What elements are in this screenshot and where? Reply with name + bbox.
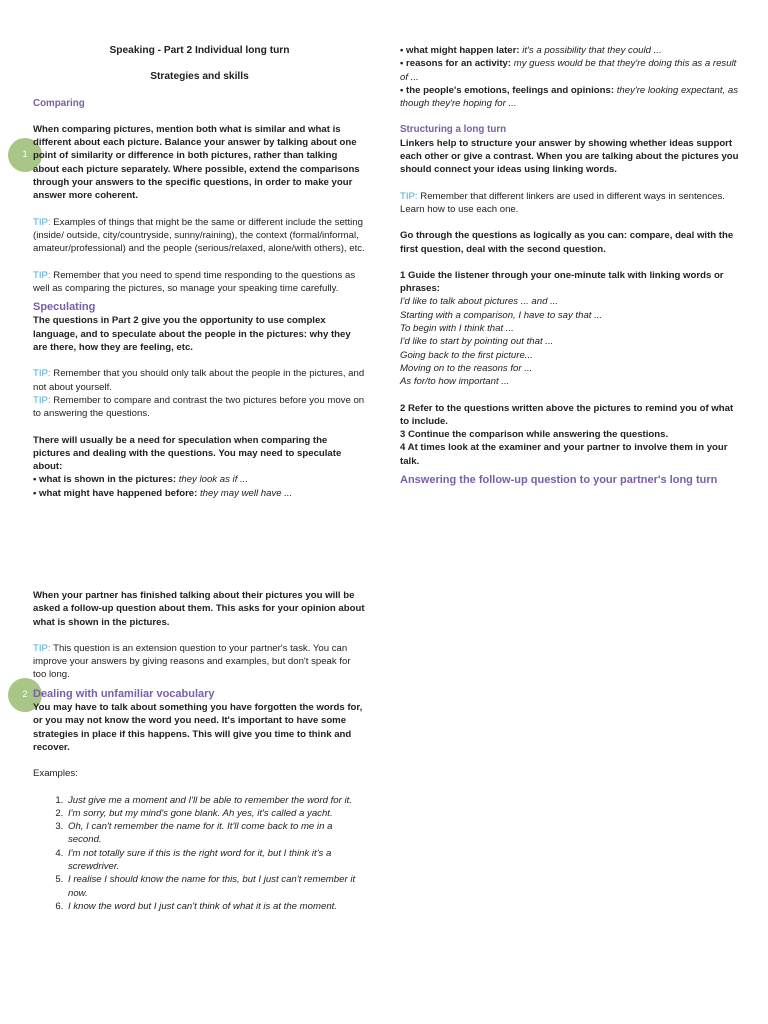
- bullet-bold: • what might happen later:: [400, 45, 520, 56]
- tip-text: Remember that you should only talk about the people in the pictures, and not about yourself.: [33, 368, 365, 393]
- page-subtitle: Strategies and skills: [150, 71, 249, 83]
- example-item: 5. I realise I should know the name for this, but I just can't remember it now.: [66, 873, 366, 900]
- speculating-bullet-2: [33, 487, 366, 500]
- structuring-step-1: 1 Guide the listener through your one-minute talk with linking words or phrases:: [400, 269, 724, 295]
- left-column: [33, 44, 366, 500]
- linking-phrase: To begin with I think that ...: [400, 323, 514, 335]
- bullet-bold: • reasons for an activity:: [400, 58, 512, 70]
- tip-label: TIP:: [400, 190, 418, 202]
- heading-follow-up: Answering the follow-up question to your partner's long turn: [400, 474, 718, 487]
- linking-phrase: Moving on to the reasons for ...: [400, 362, 533, 374]
- tip-label: TIP:: [33, 394, 51, 406]
- speculating-tip-1: [33, 367, 366, 394]
- linking-phrase: Starting with a comparison, I have to say that ...: [400, 309, 603, 321]
- structuring-step-4: 4 At times look at the examiner and your partner to involve them in your talk.: [400, 442, 728, 467]
- speculating-bullet-1: [33, 473, 366, 486]
- marker-number: 2: [22, 689, 28, 700]
- tip-label: TIP:: [33, 642, 51, 654]
- followup-tip: [33, 642, 366, 682]
- comparing-body: When comparing pictures, mention both what is similar and what is different about each picture. Balance your answer by talking about one point of similarity or difference in both pictures, rather than talking about each picture separately. Where possible, extend the comparisons through your answers to the specific questions, in order to make your answer more coherent.: [33, 123, 360, 202]
- example-item: 6. I know the word but I just can't think of what it is at the moment.: [66, 900, 366, 913]
- structuring-tip: [400, 190, 740, 217]
- right-column: [400, 44, 740, 487]
- tip-label: TIP:: [33, 368, 51, 380]
- speculation-bullet: [400, 84, 740, 111]
- speculating-tip-2: [33, 394, 366, 421]
- comparing-tip-1: [33, 216, 366, 256]
- linking-phrase: I'd like to talk about pictures ... and ...: [400, 296, 559, 308]
- bullet-italic: it's a possibility that they could ...: [519, 45, 662, 56]
- vocab-body: You may have to talk about something you have forgotten the words for, or you may not know the word you need. It's important to have some strategies in place if this happens. This will give you time to think and recover.: [33, 702, 363, 753]
- linking-phrase: Going back to the first picture...: [400, 349, 533, 361]
- bullet-italic: my guess would be that they're doing this as a result of ...: [400, 58, 737, 83]
- heading-structuring: Structuring a long turn: [400, 124, 507, 136]
- speculation-bullet: [400, 44, 740, 57]
- heading-comparing: Comparing: [33, 97, 85, 109]
- heading-speculating: Speculating: [33, 301, 96, 314]
- followup-body: When your partner has finished talking about their pictures you will be asked a follow-up question about them. This asks for your opinion about what is shown in the pictures.: [33, 590, 365, 628]
- marker-number: 1: [22, 149, 28, 160]
- bullet-italic: they look as if ...: [176, 474, 249, 486]
- heading-unfamiliar-vocabulary: Dealing with unfamiliar vocabulary: [33, 687, 215, 700]
- tip-text: Examples of things that might be the same or different include the setting (inside/ outside, city/countryside, sunny/raining), the context (formal/informal, amateur/professional) and the people (serious/relaxed, alone/with others), etc.: [33, 216, 365, 255]
- lower-left-column: [33, 589, 366, 913]
- tip-label: TIP:: [33, 216, 51, 228]
- example-item: 2. I'm sorry, but my mind's gone blank. Ah yes, it's called a yacht.: [66, 807, 366, 820]
- linking-phrase: I'd like to start by pointing out that ...: [400, 336, 554, 348]
- tip-label: TIP:: [33, 269, 51, 281]
- bullet-bold: • the people's emotions, feelings and opinions:: [400, 84, 615, 96]
- comparing-tip-2: [33, 269, 366, 296]
- tip-text: Remember that different linkers are used in different ways in sentences. Learn how to use each one.: [400, 190, 725, 215]
- structuring-body-2: Go through the questions as logically as you can: compare, deal with the first question, deal with the second question.: [400, 230, 734, 255]
- bullet-bold: • what is shown in the pictures:: [33, 474, 177, 486]
- speculation-bullet: [400, 57, 740, 84]
- example-item: 4. I'm not totally sure if this is the right word for it, but I think it's a screwdriver.: [66, 847, 366, 874]
- speculating-body-2: There will usually be a need for speculation when comparing the pictures and dealing with the questions. You may need to speculate about:: [33, 434, 342, 473]
- page-title: Speaking - Part 2 Individual long turn: [109, 45, 290, 56]
- structuring-body: Linkers help to structure your answer by showing whether ideas support each other or give a contrast. When you are talking about the pictures you should connect your ideas using linking words.: [400, 137, 739, 176]
- bullet-italic: they're looking expectant, as though they're hoping for ...: [400, 84, 739, 110]
- linking-phrase: As for/to how important ...: [400, 376, 510, 388]
- example-item: 1. Just give me a moment and I'll be able to remember the word for it.: [66, 794, 366, 807]
- tip-text: Remember that you need to spend time responding to the questions as well as comparing the pictures, so manage your speaking time carefully.: [33, 269, 356, 294]
- tip-text: Remember to compare and contrast the two pictures before you move on to answering the questions.: [33, 394, 365, 420]
- bullet-italic: they may well have ...: [197, 487, 293, 499]
- example-item: 3. Oh, I can't remember the name for it. It'll come back to me in a second.: [66, 820, 366, 847]
- tip-text: This question is an extension question to your partner's task. You can improve your answers by giving reasons and examples, but don't speak for too long.: [33, 642, 351, 681]
- structuring-step-2: 2 Refer to the questions written above the pictures to remind you of what to include.: [400, 402, 734, 427]
- examples-label: Examples:: [33, 768, 78, 780]
- examples-list: [33, 794, 366, 914]
- structuring-step-3: 3 Continue the comparison while answering the questions.: [400, 429, 669, 441]
- bullet-bold: • what might have happened before:: [33, 487, 198, 499]
- speculating-body: The questions in Part 2 give you the opportunity to use complex language, and to speculate about the people in the pictures: why they are there, how they are feeling, etc.: [33, 315, 351, 354]
